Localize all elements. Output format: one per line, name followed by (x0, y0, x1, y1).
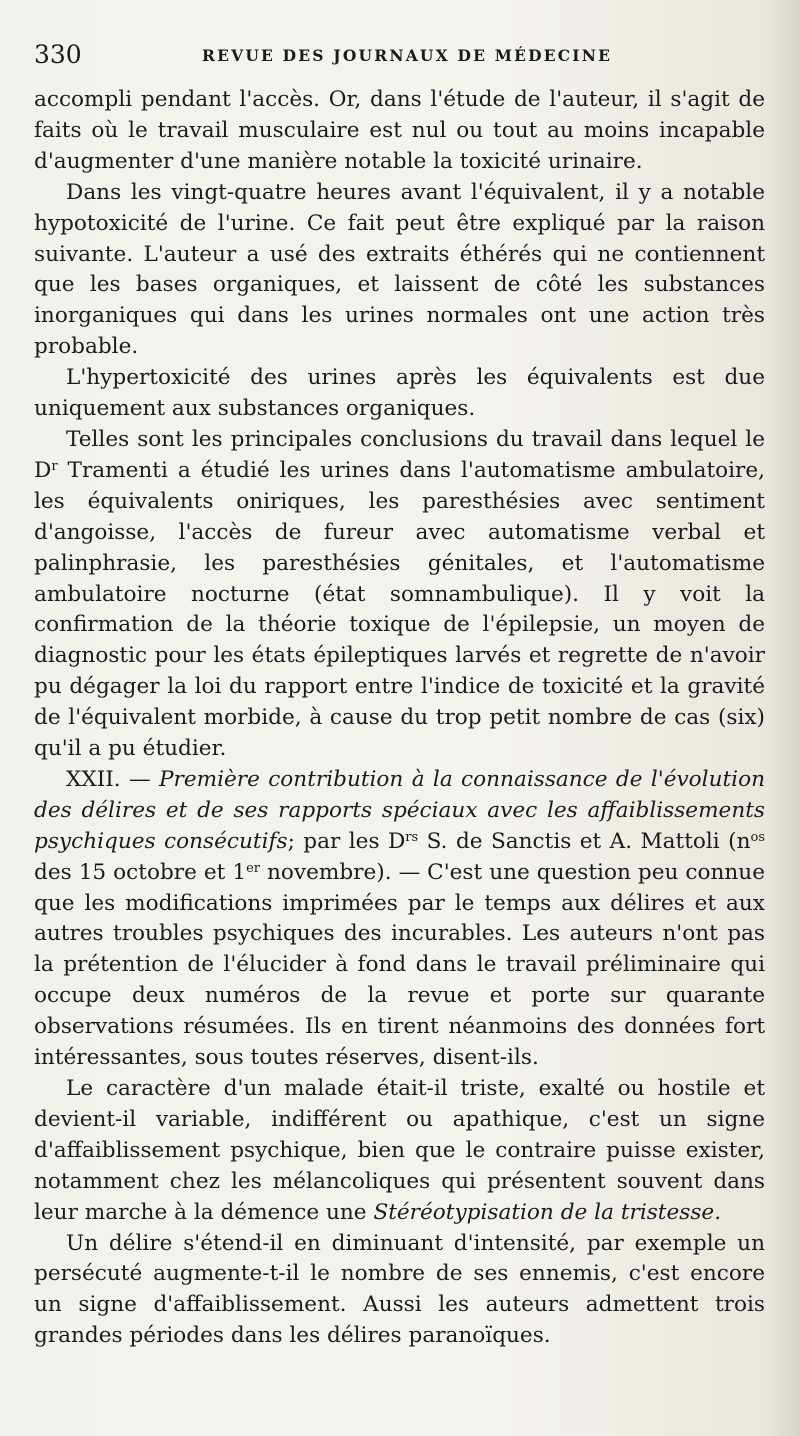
paragraph-character (34, 1074, 765, 1229)
paragraph-text: novembre). — C'est une question peu connue que les modifications imprimées par le temps aux délires et aux autres troubles psychiques des incurables. Les auteurs n'ont pas la prétention de l'élucider à fond dans le travail préliminaire qui occupe deux numéros de la revue et porte sur quarante observations résumées. Ils en tirent néanmoins des données fort intéressantes, sous toutes réserves, disent-ils. (34, 859, 765, 1071)
article-title: Première contribution à la connaissance de l'évolution des délires et de ses rapports spéciaux avec les affaiblissements psychiques consécutifs (34, 766, 765, 854)
paragraph-hypertoxicity: L'hypertoxicité des urines après les équivalents est due uniquement aux substances organiques. (34, 365, 765, 422)
paragraph-text: Telles sont les principales conclusions du travail dans lequel le D (34, 426, 765, 483)
page-header (30, 40, 750, 72)
paragraph-text: ; par les D (287, 828, 406, 854)
paragraph-delire: Un délire s'étend-il en diminuant d'intensité, par exemple un persécuté augmente-t-il le nombre de ses ennemis, c'est encore un signe d'affaiblissement. Aussi les auteurs admettent trois grandes périodes dans les délires paranoïques. (34, 1230, 765, 1349)
paragraph-hypotoxicity: Dans les vingt-quatre heures avant l'équivalent, il y a notable hypotoxicité de l'urine. Ce fait peut être expliqué par la raison suivante. L'auteur a usé des extraits éthérés qui ne contiennent que les bases organiques, et laissent de côté les substances inorganiques qui dans les urines normales ont une action très probable. (34, 179, 765, 360)
paragraph-conclusions (34, 425, 765, 765)
body-text (34, 85, 765, 1352)
page-number: 330 (34, 40, 82, 69)
superscript: er (246, 860, 260, 876)
italic-phrase: Stéréotypisation de la tristesse. (373, 1199, 722, 1225)
superscript: os (750, 829, 765, 845)
running-head: REVUE DES JOURNAUX DE MÉDECINE (202, 46, 613, 65)
superscript: r (51, 458, 58, 474)
paragraph-text: S. de Sanctis et A. Mattoli (n (418, 828, 751, 854)
section-number: XXII. — (66, 766, 159, 792)
paragraph-section-xxii (34, 765, 765, 1074)
paragraph-text: Le caractère d'un malade était-il triste, exalté ou hostile et devient-il variable, indifférent ou apathique, c'est un signe d'affaiblissement psychique, bien que le contraire puisse exister, notamment chez les mélancoliques qui présentent souvent dans leur marche à la démence une (34, 1076, 765, 1225)
paragraph-continuation: accompli pendant l'accès. Or, dans l'étude de l'auteur, il s'agit de faits où le travail musculaire est nul ou tout au moins incapable d'augmenter d'une manière notable la toxicité urinaire. (34, 87, 765, 174)
paragraph-text: Tramenti a étudié les urines dans l'automatisme ambulatoire, les équivalents oniriques, les paresthésies avec sentiment d'angoisse, l'accès de fureur avec automatisme verbal et palinphrasie, les paresthésies génitales, et l'automatisme ambulatoire nocturne (état somnambulique). Il y voit la confirmation de la théorie toxique de l'épilepsie, un moyen de diagnostic pour les états épileptiques larvés et regrette de n'avoir pu dégager la loi du rapport entre l'indice de toxicité et la gravité de l'équivalent morbide, à cause du trop petit nombre de cas (six) qu'il a pu étudier. (34, 457, 765, 762)
superscript: rs (405, 829, 419, 845)
paragraph-text: des 15 octobre et 1 (34, 859, 247, 885)
